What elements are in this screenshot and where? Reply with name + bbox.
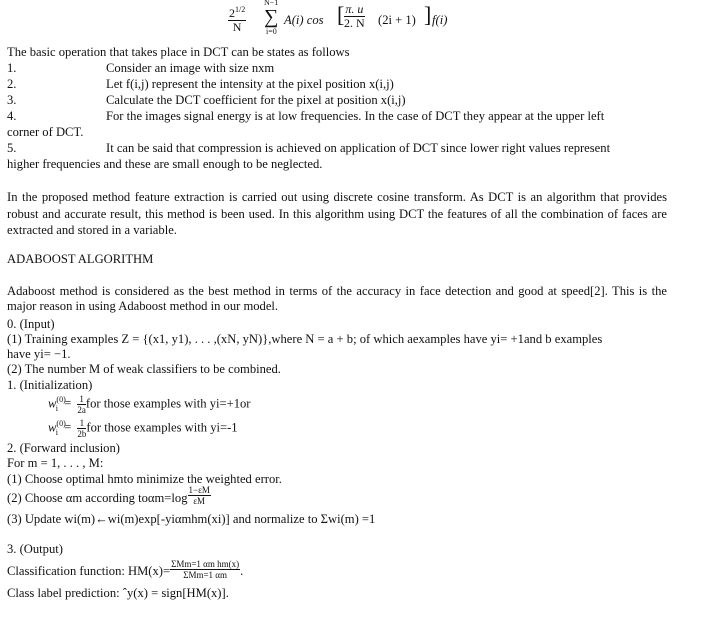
step-1-num: 1.	[7, 61, 17, 75]
classification-function: Classification function: HM(x)= $\frac{\text{ΣMm=1 αm hm(x)}}{\text{ΣMm=1 αm}}$ .	[7, 559, 244, 580]
sum-upper-limit: N−1	[264, 0, 279, 7]
class-fn-den: ΣMm=1 αm	[183, 570, 228, 580]
dct-formula	[228, 0, 488, 34]
sum-symbol: ∑	[264, 6, 279, 28]
forward-step-2	[7, 485, 211, 506]
forward-step-2-text: (2) Choose αm according toαm=log	[7, 491, 188, 505]
step-3-num: 3.	[7, 93, 17, 107]
weight-a-num: 1	[79, 394, 84, 404]
formula-tail: (2i + 1)	[378, 13, 416, 27]
weight-b-text: for those examples with yi=-1	[86, 420, 238, 435]
formula-coeff-exp: 1/2	[235, 5, 246, 14]
for-loop-line: For m = 1, . . . , M:	[7, 456, 104, 470]
formula-body: A(i) cos	[284, 13, 324, 27]
step-3-text: Calculate the DCT coefficient for the pixel at position x(i,j)	[106, 93, 406, 107]
formula-end: f(i)	[432, 13, 448, 27]
weight-init-a: $w^{(0)}_i$ = $\frac{1}{2a}$ for those examples with yi=+1or	[48, 394, 251, 415]
formula-coeff-den: N	[232, 20, 242, 34]
step-5-num: 5.	[7, 141, 17, 155]
weight-init-b: $w^{(0)}_i$ = $\frac{1}{2b}$ for those examples with yi=-1	[48, 418, 238, 439]
step-5-text: It can be said that compression is achieved on application of DCT since lower right values represent	[106, 141, 611, 155]
forward-label: 2. (Forward inclusion)	[7, 441, 120, 455]
output-label: 3. (Output)	[7, 542, 63, 556]
alpha-num: 1−εM	[188, 485, 210, 495]
weight-a-text: for those examples with yi=+1or	[85, 396, 251, 411]
left-bracket: [	[337, 2, 345, 27]
step-4-text: For the images signal energy is at low frequencies. In the case of DCT they appear at the upper left	[106, 109, 605, 123]
weight-a-den: 2a	[77, 405, 86, 415]
forward-step-1: (1) Choose optimal hmto minimize the weighted error.	[7, 472, 282, 486]
alpha-den: εM	[193, 496, 206, 506]
forward-step-3: (3) Update wi(m)←wi(m)exp[-yiαmhm(xi)] and normalize to Σwi(m) =1	[7, 512, 376, 526]
step-2-num: 2.	[7, 77, 17, 91]
dct-paragraph: In the proposed method feature extraction is carried out using discrete cosine transform. As DCT is an algorithm that provides robust and accurate result, this method is been used. In this algorithm using DCT the features of all the combination of faces are extracted and stored in a variable.	[7, 190, 667, 237]
step-4-num: 4.	[7, 109, 17, 123]
weight-b-den: 2b	[77, 429, 87, 439]
adaboost-paragraph: Adaboost method is considered as the best method in terms of the accuracy in face detection and good at speed[2]. This is the major reason in using Adaboost method in our model.	[7, 284, 667, 313]
step-1-text: Consider an image with size nxm	[106, 61, 275, 75]
formula-coeff: 2	[229, 6, 235, 20]
sum-lower-limit: i=0	[266, 27, 277, 36]
input-line-2: (2) The number M of weak classifiers to be combined.	[7, 362, 281, 376]
init-label: 1. (Initialization)	[7, 378, 93, 392]
formula-frac-num: π. u	[345, 2, 364, 16]
input-line-1-cont: have yi= −1.	[7, 347, 71, 361]
class-fn-text: Classification function: HM(x)=	[7, 564, 171, 578]
input-line-1: (1) Training examples Z = {(x1, y1), . . . ,(xN, yN)},where N = a + b; of which aexamples have yi= +1and b examples	[7, 332, 603, 346]
formula-frac-den: 2. N	[344, 16, 365, 30]
step-5-cont: higher frequencies and these are small enough to be neglected.	[7, 157, 323, 171]
input-label: 0. (Input)	[7, 317, 55, 331]
step-2-text: Let f(i,j) represent the intensity at the pixel position x(i,j)	[106, 77, 394, 91]
class-label-prediction: Class label prediction: ˆy(x) = sign[HM(x)].	[7, 586, 229, 600]
right-bracket: ]	[424, 2, 432, 27]
class-fn-num: ΣMm=1 αm hm(x)	[171, 559, 240, 569]
weight-b-num: 1	[77, 418, 86, 429]
step-4-cont: corner of DCT.	[7, 125, 84, 139]
section-heading: ADABOOST ALGORITHM	[7, 252, 154, 266]
intro-text: The basic operation that takes place in DCT can be states as follows	[7, 45, 350, 59]
